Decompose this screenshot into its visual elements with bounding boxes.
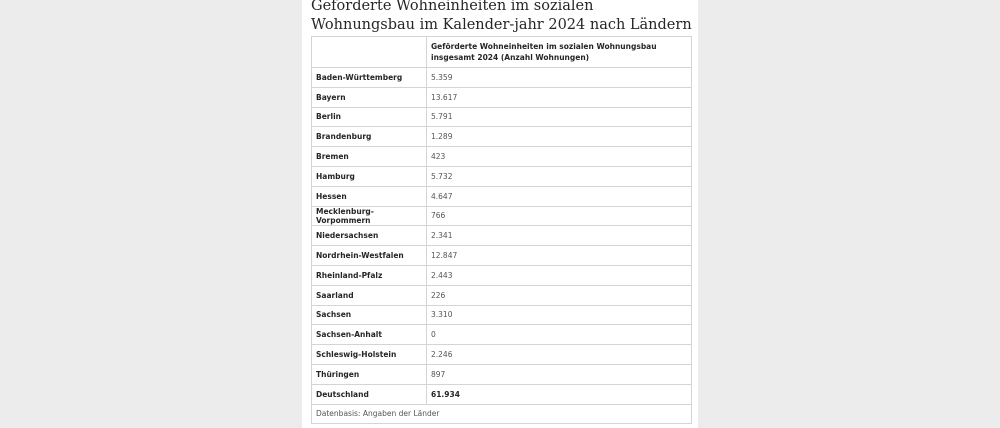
value-cell: 4.647 [427, 186, 692, 206]
data-table [311, 36, 692, 424]
table-row [312, 285, 692, 305]
value-cell: 2.443 [427, 265, 692, 285]
land-cell: Hessen [312, 186, 427, 206]
table-row [312, 68, 692, 88]
value-cell: 423 [427, 147, 692, 167]
table-row [312, 87, 692, 107]
land-cell: Rheinland-Pfalz [312, 265, 427, 285]
table-row [312, 206, 692, 226]
land-cell: Schleswig-Holstein [312, 345, 427, 365]
land-cell: Saarland [312, 285, 427, 305]
table-row [312, 364, 692, 384]
source-note-row [312, 404, 692, 424]
value-cell: 0 [427, 325, 692, 345]
value-cell: 13.617 [427, 87, 692, 107]
land-cell: Sachsen [312, 305, 427, 325]
total-row [312, 384, 692, 404]
table-row [312, 226, 692, 246]
value-cell: 226 [427, 285, 692, 305]
table-row [312, 305, 692, 325]
table-row [312, 265, 692, 285]
land-cell: Thüringen [312, 364, 427, 384]
value-cell: 2.246 [427, 345, 692, 365]
page-title: Geförderte Wohneinheiten im sozialen Wohnungsbau im Kalender-jahr 2024 nach Ländern [311, 0, 692, 33]
total-label: Deutschland [312, 384, 427, 404]
value-cell: 5.791 [427, 107, 692, 127]
table-body [312, 68, 692, 424]
table-row [312, 166, 692, 186]
table-row [312, 147, 692, 167]
land-cell: Bayern [312, 87, 427, 107]
value-cell: 1.289 [427, 127, 692, 147]
total-value: 61.934 [427, 384, 692, 404]
table-row [312, 246, 692, 266]
value-cell: 5.359 [427, 68, 692, 88]
land-cell: Berlin [312, 107, 427, 127]
land-cell: Mecklenburg-Vorpommern [312, 206, 427, 226]
value-cell: 5.732 [427, 166, 692, 186]
land-cell: Hamburg [312, 166, 427, 186]
table-header-row [312, 37, 692, 68]
land-cell: Sachsen-Anhalt [312, 325, 427, 345]
source-note: Datenbasis: Angaben der Länder [312, 404, 692, 424]
land-cell: Baden-Württemberg [312, 68, 427, 88]
value-cell: 766 [427, 206, 692, 226]
value-cell: 897 [427, 364, 692, 384]
value-cell: 12.847 [427, 246, 692, 266]
land-cell: Brandenburg [312, 127, 427, 147]
value-cell: 2.341 [427, 226, 692, 246]
table-row [312, 325, 692, 345]
table-row [312, 345, 692, 365]
land-cell: Bremen [312, 147, 427, 167]
table-row [312, 107, 692, 127]
table-row [312, 186, 692, 206]
land-cell: Nordrhein-Westfalen [312, 246, 427, 266]
land-cell: Niedersachsen [312, 226, 427, 246]
column-header: Geförderte Wohneinheiten im sozialen Wohnungsbau insgesamt 2024 (Anzahl Wohnungen) [427, 37, 692, 68]
value-cell: 3.310 [427, 305, 692, 325]
corner-cell [312, 37, 427, 68]
table-row [312, 127, 692, 147]
